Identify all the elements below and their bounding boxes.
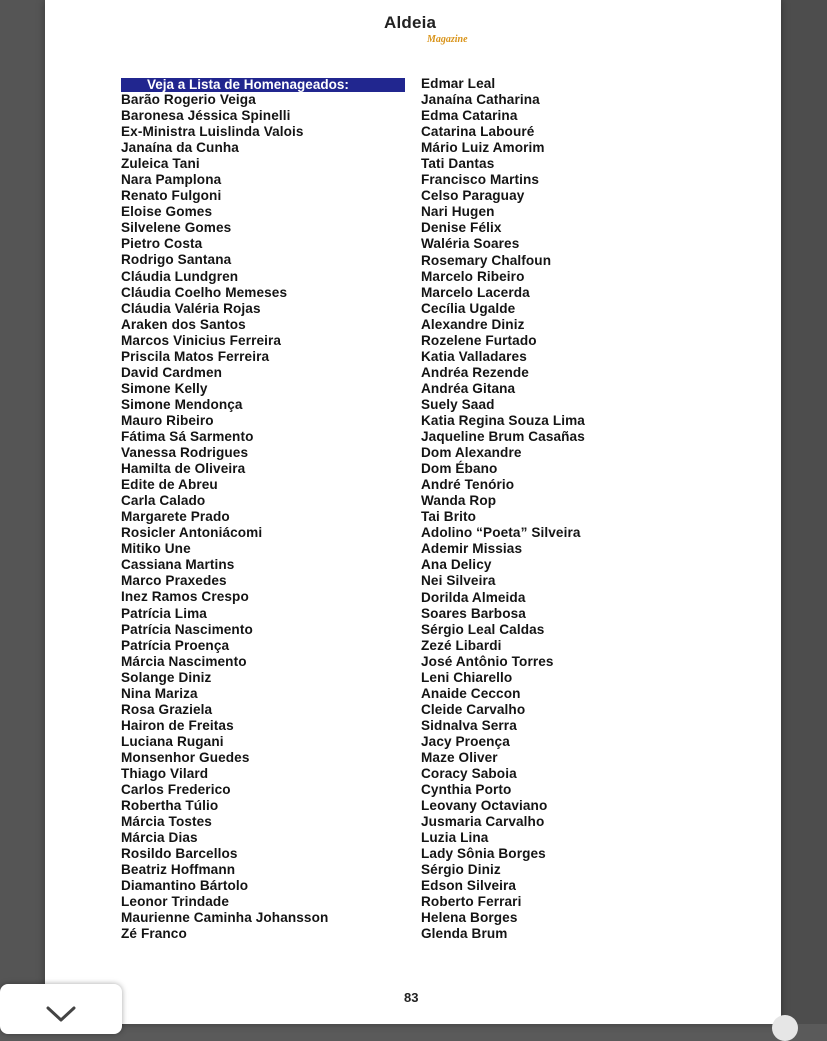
honoree-name: Nina Mariza <box>121 685 198 701</box>
honoree-name: Margarete Prado <box>121 509 230 525</box>
honoree-name: Wanda Rop <box>421 493 497 509</box>
honoree-name: Marcelo Ribeiro <box>421 268 525 284</box>
honoree-name: Patrícia Lima <box>121 605 207 621</box>
honoree-name: Vanessa Rodrigues <box>121 445 249 461</box>
logo-title: Aldeia <box>384 13 437 32</box>
honoree-name: Baronesa Jéssica Spinelli <box>121 108 291 124</box>
honoree-name: Leni Chiarello <box>421 669 513 685</box>
honoree-name: Katia Valladares <box>421 348 527 364</box>
honoree-name: Sidnalva Serra <box>421 717 517 733</box>
page-number: 83 <box>404 990 419 1005</box>
honoree-name: Márcia Dias <box>121 830 198 846</box>
honoree-name: Andréa Gitana <box>421 380 516 396</box>
honoree-name: Inez Ramos Crespo <box>121 589 249 605</box>
honoree-name: Janaína Catharina <box>421 92 540 108</box>
honoree-name: Monsenhor Guedes <box>121 749 250 765</box>
honoree-name: Marco Praxedes <box>121 573 227 589</box>
honoree-name: Solange Diniz <box>121 669 212 685</box>
logo-subtitle: Magazine <box>427 34 468 45</box>
honoree-name: Cynthia Porto <box>421 782 512 798</box>
honoree-name: Carlos Frederico <box>121 782 231 798</box>
honoree-name: Mitiko Une <box>121 541 191 557</box>
honoree-name: David Cardmen <box>121 364 223 380</box>
honorees-left-column <box>121 92 328 942</box>
honoree-name: Leovany Octaviano <box>421 798 548 814</box>
honoree-name: Cecília Ugalde <box>421 300 516 316</box>
honoree-name: Zuleica Tani <box>121 156 200 172</box>
honoree-name: Edson Silveira <box>421 878 517 894</box>
honoree-name: Andréa Rezende <box>421 364 529 380</box>
collapse-button[interactable] <box>0 984 122 1034</box>
honoree-name: Mauro Ribeiro <box>121 412 214 428</box>
honoree-name: Pietro Costa <box>121 236 203 252</box>
honoree-name: Dom Alexandre <box>421 445 522 461</box>
honoree-name: Helena Borges <box>421 910 518 926</box>
honoree-name: Thiago Vilard <box>121 765 209 781</box>
honoree-name: Ademir Missias <box>421 541 523 557</box>
honoree-name: Simone Kelly <box>121 380 208 396</box>
honoree-name: Alexandre Diniz <box>421 316 525 332</box>
honoree-name: Fátima Sá Sarmento <box>121 428 254 444</box>
honoree-name: Lady Sônia Borges <box>421 846 546 862</box>
honoree-name: Tati Dantas <box>421 156 495 172</box>
chevron-down-icon <box>46 1006 76 1022</box>
honoree-name: Anaide Ceccon <box>421 685 521 701</box>
honoree-name: Soares Barbosa <box>421 605 526 621</box>
honoree-name: Katia Regina Souza Lima <box>421 412 585 428</box>
honoree-name: Beatriz Hoffmann <box>121 862 236 878</box>
honoree-name: Robertha Túlio <box>121 798 219 814</box>
honoree-name: Nari Hugen <box>421 204 495 220</box>
honoree-name: Márcia Nascimento <box>121 653 247 669</box>
honoree-name: Marcelo Lacerda <box>421 284 530 300</box>
honoree-name: Priscila Matos Ferreira <box>121 348 270 364</box>
honoree-name: Roberto Ferrari <box>421 894 522 910</box>
honoree-name: Márcia Tostes <box>121 814 212 830</box>
honoree-name: Nara Pamplona <box>121 172 222 188</box>
honoree-name: Maurienne Caminha Johansson <box>121 910 329 926</box>
honoree-name: Sérgio Diniz <box>421 862 501 878</box>
honoree-name: Patrícia Proença <box>121 637 230 653</box>
honoree-name: Edite de Abreu <box>121 477 218 493</box>
honoree-name: Maze Oliver <box>421 749 498 765</box>
honoree-name: Barão Rogerio Veiga <box>121 92 256 107</box>
honoree-name: Renato Fulgoni <box>121 188 222 204</box>
honoree-name: Luciana Rugani <box>121 733 224 749</box>
honoree-name: Luzia Lina <box>421 830 489 846</box>
honoree-name: Araken dos Santos <box>121 316 246 332</box>
honoree-name: Cleide Carvalho <box>421 701 526 717</box>
honoree-name: Dorilda Almeida <box>421 589 526 605</box>
honoree-name: Nei Silveira <box>421 573 496 589</box>
honoree-name: André Tenório <box>421 477 515 493</box>
honoree-name: Catarina Labouré <box>421 124 535 140</box>
honoree-name: Hairon de Freitas <box>121 717 234 733</box>
honoree-name: Zezé Libardi <box>421 637 502 653</box>
honoree-name: Marcos Vinicius Ferreira <box>121 332 282 348</box>
honoree-name: Edmar Leal <box>421 76 496 91</box>
honoree-name: Tai Brito <box>421 509 477 525</box>
honoree-name: Sérgio Leal Caldas <box>421 621 545 637</box>
honoree-name: Cláudia Lundgren <box>121 268 239 284</box>
honoree-name: Suely Saad <box>421 396 495 412</box>
honoree-name: Denise Félix <box>421 220 502 236</box>
honoree-name: Adolino “Poeta” Silveira <box>421 525 581 541</box>
scroll-indicator <box>772 1015 798 1041</box>
honoree-name: Coracy Saboia <box>421 766 517 782</box>
honoree-name: Rosildo Barcellos <box>121 846 238 862</box>
honoree-name: Diamantino Bártolo <box>121 878 249 894</box>
honoree-name: Janaína da Cunha <box>121 140 239 156</box>
list-heading: Veja a Lista de Homenageados: <box>121 78 405 92</box>
honoree-name: Celso Paraguay <box>421 188 525 204</box>
honoree-name: Jacy Proença <box>421 733 510 749</box>
honoree-name: Francisco Martins <box>421 172 540 188</box>
honoree-name: Cláudia Coelho Memeses <box>121 284 288 300</box>
honoree-name: Zé Franco <box>121 926 187 942</box>
honoree-name: Jaqueline Brum Casañas <box>421 429 585 445</box>
honoree-name: Simone Mendonça <box>121 396 243 412</box>
honoree-name: Jusmaria Carvalho <box>421 814 545 830</box>
honoree-name: José Antônio Torres <box>421 653 554 669</box>
honoree-name: Hamilta de Oliveira <box>121 461 246 477</box>
honoree-name: Rosicler Antoniácomi <box>121 525 263 541</box>
honoree-name: Patrícia Nascimento <box>121 621 253 637</box>
honoree-name: Rozelene Furtado <box>421 332 537 348</box>
honoree-name: Glenda Brum <box>421 926 508 942</box>
honoree-name: Rosa Graziela <box>121 701 213 717</box>
viewer-left-margin <box>0 0 45 1024</box>
honoree-name: Mário Luiz Amorim <box>421 140 545 156</box>
honoree-name: Eloise Gomes <box>121 204 213 220</box>
honoree-name: Edma Catarina <box>421 108 518 124</box>
viewer-right-margin <box>781 0 827 1024</box>
honoree-name: Cassiana Martins <box>121 557 235 573</box>
honoree-name: Ana Delicy <box>421 557 492 573</box>
honorees-right-column <box>421 76 585 943</box>
honoree-name: Dom Ébano <box>421 461 498 477</box>
honoree-name: Cláudia Valéria Rojas <box>121 300 261 316</box>
honoree-name: Waléria Soares <box>421 236 520 252</box>
honoree-name: Carla Calado <box>121 493 206 509</box>
honoree-name: Silvelene Gomes <box>121 220 232 236</box>
honoree-name: Rosemary Chalfoun <box>421 252 552 268</box>
honoree-name: Leonor Trindade <box>121 894 229 910</box>
honoree-name: Ex-Ministra Luislinda Valois <box>121 124 304 140</box>
honoree-name: Rodrigo Santana <box>121 252 232 268</box>
